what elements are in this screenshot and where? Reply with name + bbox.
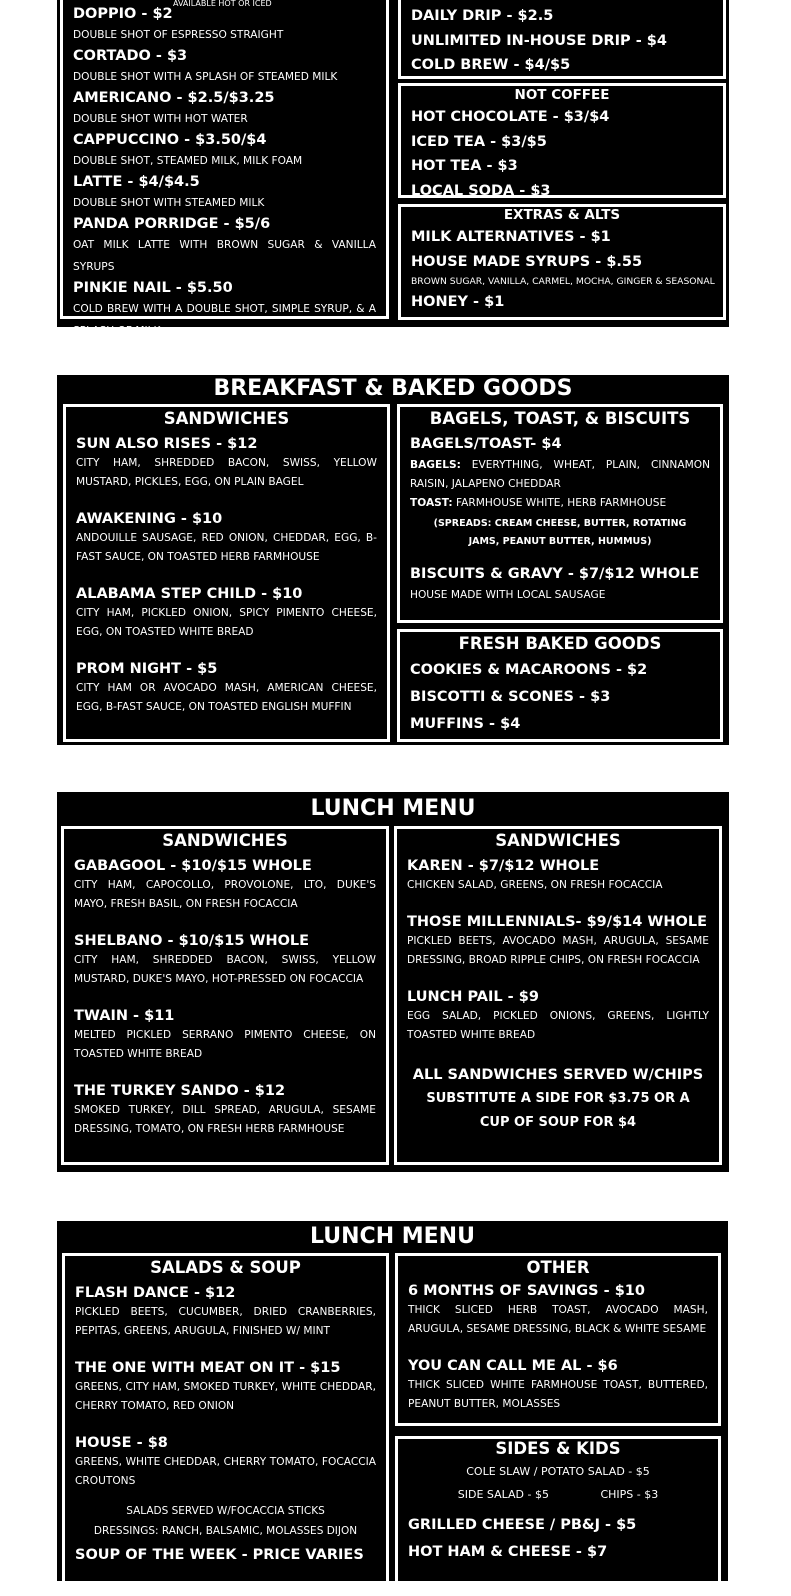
menu-item <box>76 584 377 642</box>
menu-item-name: HOUSE - $8 <box>75 1435 168 1451</box>
chips-note: ALL SANDWICHES SERVED W/CHIPS <box>412 1067 704 1083</box>
toast-label: TOAST: <box>410 497 453 509</box>
bagels-toast-item: BAGELS/TOAST- $4 <box>410 436 562 452</box>
bagels-panel <box>397 404 723 623</box>
bagels-text: EVERYTHING, WHEAT, PLAIN, CINNAMON RAISIN, JALAPENO CHEDDAR <box>410 459 710 490</box>
menu-item <box>74 856 376 914</box>
menu-item <box>73 278 376 342</box>
other-panel <box>395 1253 721 1426</box>
menu-item-desc: DOUBLE SHOT WITH STEAMED MILK <box>73 197 265 209</box>
hot-iced-tag: AVAILABLE HOT OR ICED <box>173 0 272 8</box>
menu-item-name: DOPPIO - $2 <box>73 6 173 22</box>
menu-item-name: PINKIE NAIL - $5.50 <box>73 280 233 296</box>
toast-text: FARMHOUSE WHITE, HERB FARMHOUSE <box>456 497 667 509</box>
lunch-block-1 <box>57 792 729 1172</box>
salads-title: SALADS & SOUP <box>150 1258 301 1277</box>
menu-item-name: HOT HAM & CHEESE - $7 <box>408 1544 608 1560</box>
menu-item-name: THE TURKEY SANDO - $12 <box>74 1083 286 1099</box>
menu-item-desc: CITY HAM, PICKLED ONION, SPICY PIMENTO CHEESE, EGG, ON TOASTED WHITE BREAD <box>76 607 377 638</box>
menu-item <box>76 659 377 717</box>
menu-item <box>74 1081 376 1139</box>
menu-item-name: CORTADO - $3 <box>73 48 188 64</box>
menu-item-name: GABAGOOL - $10/$15 WHOLE <box>74 858 312 874</box>
menu-item <box>73 4 376 46</box>
menu-item-desc: DOUBLE SHOT OF ESPRESSO STRAIGHT <box>73 29 284 41</box>
lunch-title-1: LUNCH MENU <box>310 796 476 821</box>
menu-item-desc: COLD BREW WITH A DOUBLE SHOT, SIMPLE SYRUP, & A SPLASH OF MILK <box>73 303 376 337</box>
menu-item-desc: GREENS, CITY HAM, SMOKED TURKEY, WHITE CHEDDAR, CHERRY TOMATO, RED ONION <box>75 1381 376 1412</box>
menu-item-desc: THICK SLICED HERB TOAST, AVOCADO MASH, ARUGULA, SESAME DRESSING, BLACK & WHITE SESAME <box>408 1304 708 1335</box>
menu-item-name: SUN ALSO RISES - $12 <box>76 436 258 452</box>
menu-item-desc: DOUBLE SHOT WITH HOT WATER <box>73 113 248 125</box>
menu-item <box>408 1356 708 1414</box>
menu-item-desc: CITY HAM, SHREDDED BACON, SWISS, YELLOW MUSTARD, DUKE'S MAYO, HOT-PRESSED ON FOCACCIA <box>74 954 376 985</box>
menu-item-name: THE ONE WITH MEAT ON IT - $15 <box>75 1360 341 1376</box>
menu-item-name: YOU CAN CALL ME AL - $6 <box>408 1358 618 1374</box>
soup-of-week: SOUP OF THE WEEK - PRICE VARIES <box>75 1547 364 1563</box>
menu-item <box>75 1433 376 1491</box>
menu-item-name: HOT CHOCOLATE - $3/$4 <box>411 109 610 125</box>
breakfast-block <box>57 375 729 745</box>
menu-item-desc: PICKLED BEETS, CUCUMBER, DRIED CRANBERRIES, PEPITAS, GREENS, ARUGULA, FINISHED W/ MINT <box>75 1306 376 1337</box>
menu-item <box>73 214 376 278</box>
menu-item-name: AWAKENING - $10 <box>76 511 223 527</box>
slaw-potato-line: COLE SLAW / POTATO SALAD - $5 <box>466 1465 650 1478</box>
biscuits-gravy-item: BISCUITS & GRAVY - $7/$12 WHOLE <box>410 566 700 582</box>
menu-item-name: TWAIN - $11 <box>74 1008 175 1024</box>
focaccia-sticks-note: SALADS SERVED W/FOCACCIA STICKS <box>126 1505 325 1517</box>
toast-options <box>410 494 710 513</box>
menu-item <box>75 1283 376 1341</box>
espresso-panel <box>60 0 389 337</box>
dressings-note: DRESSINGS: RANCH, BALSAMIC, MOLASSES DIJON <box>93 1525 358 1537</box>
menu-item-desc: EGG SALAD, PICKLED ONIONS, GREENS, LIGHTLY TOASTED WHITE BREAD <box>407 1010 709 1041</box>
side-salad-chips-row <box>398 1483 718 1506</box>
menu-item-desc: CHICKEN SALAD, GREENS, ON FRESH FOCACCIA <box>407 879 663 891</box>
menu-item-desc: DOUBLE SHOT WITH A SPLASH OF STEAMED MILK <box>73 71 338 83</box>
menu-item <box>76 434 377 492</box>
menu-item-name: SHELBANO - $10/$15 WHOLE <box>74 933 310 949</box>
menu-item-desc: OAT MILK LATTE WITH BROWN SUGAR & VANILLA SYRUPS <box>73 239 376 273</box>
menu-item-name: MILK ALTERNATIVES - $1 <box>411 229 611 245</box>
menu-item-name: AMERICANO - $2.5/$3.25 <box>73 90 275 106</box>
menu-item <box>407 912 709 970</box>
baked-goods-panel <box>397 629 723 742</box>
menu-item-name: COOKIES & MACAROONS - $2 <box>410 662 648 678</box>
menu-item-desc: CITY HAM OR AVOCADO MASH, AMERICAN CHEESE, EGG, B-FAST SAUCE, ON TOASTED ENGLISH MUFFIN <box>76 682 377 713</box>
menu-item-name: LOCAL SODA - $3 <box>411 182 551 199</box>
salads-panel <box>62 1253 389 1593</box>
menu-item-name: FLASH DANCE - $12 <box>75 1285 236 1301</box>
menu-item-desc: GREENS, WHITE CHEDDAR, CHERRY TOMATO, FOCACCIA CROUTONS <box>75 1456 376 1487</box>
menu-item-desc: CITY HAM, CAPOCOLLO, PROVOLONE, LTO, DUKE'S MAYO, FRESH BASIL, ON FRESH FOCACCIA <box>74 879 376 910</box>
bagels-options <box>410 456 710 494</box>
menu-item-name: UNLIMITED IN-HOUSE DRIP - $4 <box>411 32 667 49</box>
extras-title: EXTRAS & ALTS <box>503 207 621 223</box>
menu-item-name: LATTE - $4/$4.5 <box>73 174 200 190</box>
menu-item-name: KAREN - $7/$12 WHOLE <box>407 858 600 874</box>
menu-item-name: MUFFINS - $4 <box>410 716 521 732</box>
lunch-right-title: SANDWICHES <box>495 831 621 850</box>
side-salad-item: SIDE SALAD - $5 <box>457 1488 549 1501</box>
menu-item <box>73 130 376 172</box>
menu-item-desc: DOUBLE SHOT, STEAMED MILK, MILK FOAM <box>73 155 303 167</box>
menu-item <box>73 46 376 88</box>
menu-item <box>408 1281 708 1339</box>
menu-item-name: HOT TEA - $3 <box>411 158 518 174</box>
menu-item-desc: ANDOUILLE SAUSAGE, RED ONION, CHEDDAR, EGG, B-FAST SAUCE, ON TOASTED HERB FARMHOUSE <box>76 532 377 563</box>
biscuits-gravy-desc: HOUSE MADE WITH LOCAL SAUSAGE <box>410 589 606 601</box>
drip-panel <box>398 0 726 79</box>
bagels-label: BAGELS: <box>410 459 461 471</box>
menu-item-name: CAPPUCCINO - $3.50/$4 <box>73 132 267 148</box>
breakfast-sandwiches-title: SANDWICHES <box>163 409 290 428</box>
menu-item-name: DAILY DRIP - $2.5 <box>411 8 554 24</box>
menu-item-name: BISCOTTI & SCONES - $3 <box>410 689 611 705</box>
extras-panel <box>398 204 726 320</box>
menu-item <box>407 987 709 1045</box>
menu-item-desc: SMOKED TURKEY, DILL SPREAD, ARUGULA, SESAME DRESSING, TOMATO, ON FRESH HERB FARMHOUSE <box>74 1104 376 1135</box>
sides-panel <box>395 1436 721 1596</box>
menu-item-name: COLD BREW - $4/$5 <box>411 57 571 73</box>
lunch-right-panel <box>394 826 722 1165</box>
menu-item <box>407 856 709 895</box>
baked-goods-title: FRESH BAKED GOODS <box>458 634 662 653</box>
menu-item-name: ICED TEA - $3/$5 <box>411 133 547 150</box>
menu-item-desc: CITY HAM, SHREDDED BACON, SWISS, YELLOW MUSTARD, PICKLES, EGG, ON PLAIN BAGEL <box>76 457 377 488</box>
menu-item <box>74 931 376 989</box>
menu-item-desc: MELTED PICKLED SERRANO PIMENTO CHEESE, ON TOASTED WHITE BREAD <box>74 1029 376 1060</box>
spreads-note: (SPREADS: CREAM CHEESE, BUTTER, ROTATING JAMS, PEANUT BUTTER, HUMMUS) <box>433 518 687 547</box>
lunch-title-2: LUNCH MENU <box>310 1224 475 1249</box>
other-title: OTHER <box>526 1258 590 1277</box>
coffee-block <box>57 0 729 337</box>
menu-item-name: GRILLED CHEESE / PB&J - $5 <box>408 1517 637 1533</box>
honey-item: HONEY - $1 <box>411 294 505 310</box>
bagels-title: BAGELS, TOAST, & BISCUITS <box>429 409 691 428</box>
menu-item-name: ALABAMA STEP CHILD - $10 <box>76 586 303 602</box>
lunch-left-title: SANDWICHES <box>162 831 288 850</box>
menu-item-desc: PICKLED BEETS, AVOCADO MASH, ARUGULA, SESAME DRESSING, BROAD RIPPLE CHIPS, ON FRESH FOCACCIA <box>407 935 709 966</box>
menu-item <box>73 88 376 130</box>
menu-item <box>76 509 377 567</box>
menu-item <box>73 172 376 214</box>
menu-item-name: THOSE MILLENNIALS- $9/$14 WHOLE <box>407 914 707 930</box>
sides-title: SIDES & KIDS <box>495 1439 621 1458</box>
menu-item <box>74 1006 376 1064</box>
menu-item-name: PROM NIGHT - $5 <box>76 661 218 677</box>
chips-item: CHIPS - $3 <box>600 1488 659 1501</box>
lunch-block-2 <box>57 1221 728 1581</box>
menu-item-desc: THICK SLICED WHITE FARMHOUSE TOAST, BUTTERED, PEANUT BUTTER, MOLASSES <box>408 1379 708 1410</box>
breakfast-sandwiches-panel <box>63 404 390 742</box>
menu-item-name: HOUSE MADE SYRUPS - $.55 <box>411 253 643 270</box>
breakfast-title: BREAKFAST & BAKED GOODS <box>213 376 573 401</box>
lunch-left-panel <box>61 826 389 1165</box>
substitute-note: SUBSTITUTE A SIDE FOR $3.75 OR A CUP OF SOUP FOR $4 <box>426 1091 690 1130</box>
not-coffee-panel <box>398 83 726 198</box>
syrup-flavors-note: BROWN SUGAR, VANILLA, CARMEL, MOCHA, GINGER & SEASONAL <box>411 276 715 287</box>
menu-item-name: PANDA PORRIDGE - $5/6 <box>73 216 271 232</box>
menu-item-name: 6 MONTHS OF SAVINGS - $10 <box>408 1283 645 1299</box>
not-coffee-title: NOT COFFEE <box>514 87 610 103</box>
menu-item <box>75 1358 376 1416</box>
menu-item-name: LUNCH PAIL - $9 <box>407 989 539 1005</box>
